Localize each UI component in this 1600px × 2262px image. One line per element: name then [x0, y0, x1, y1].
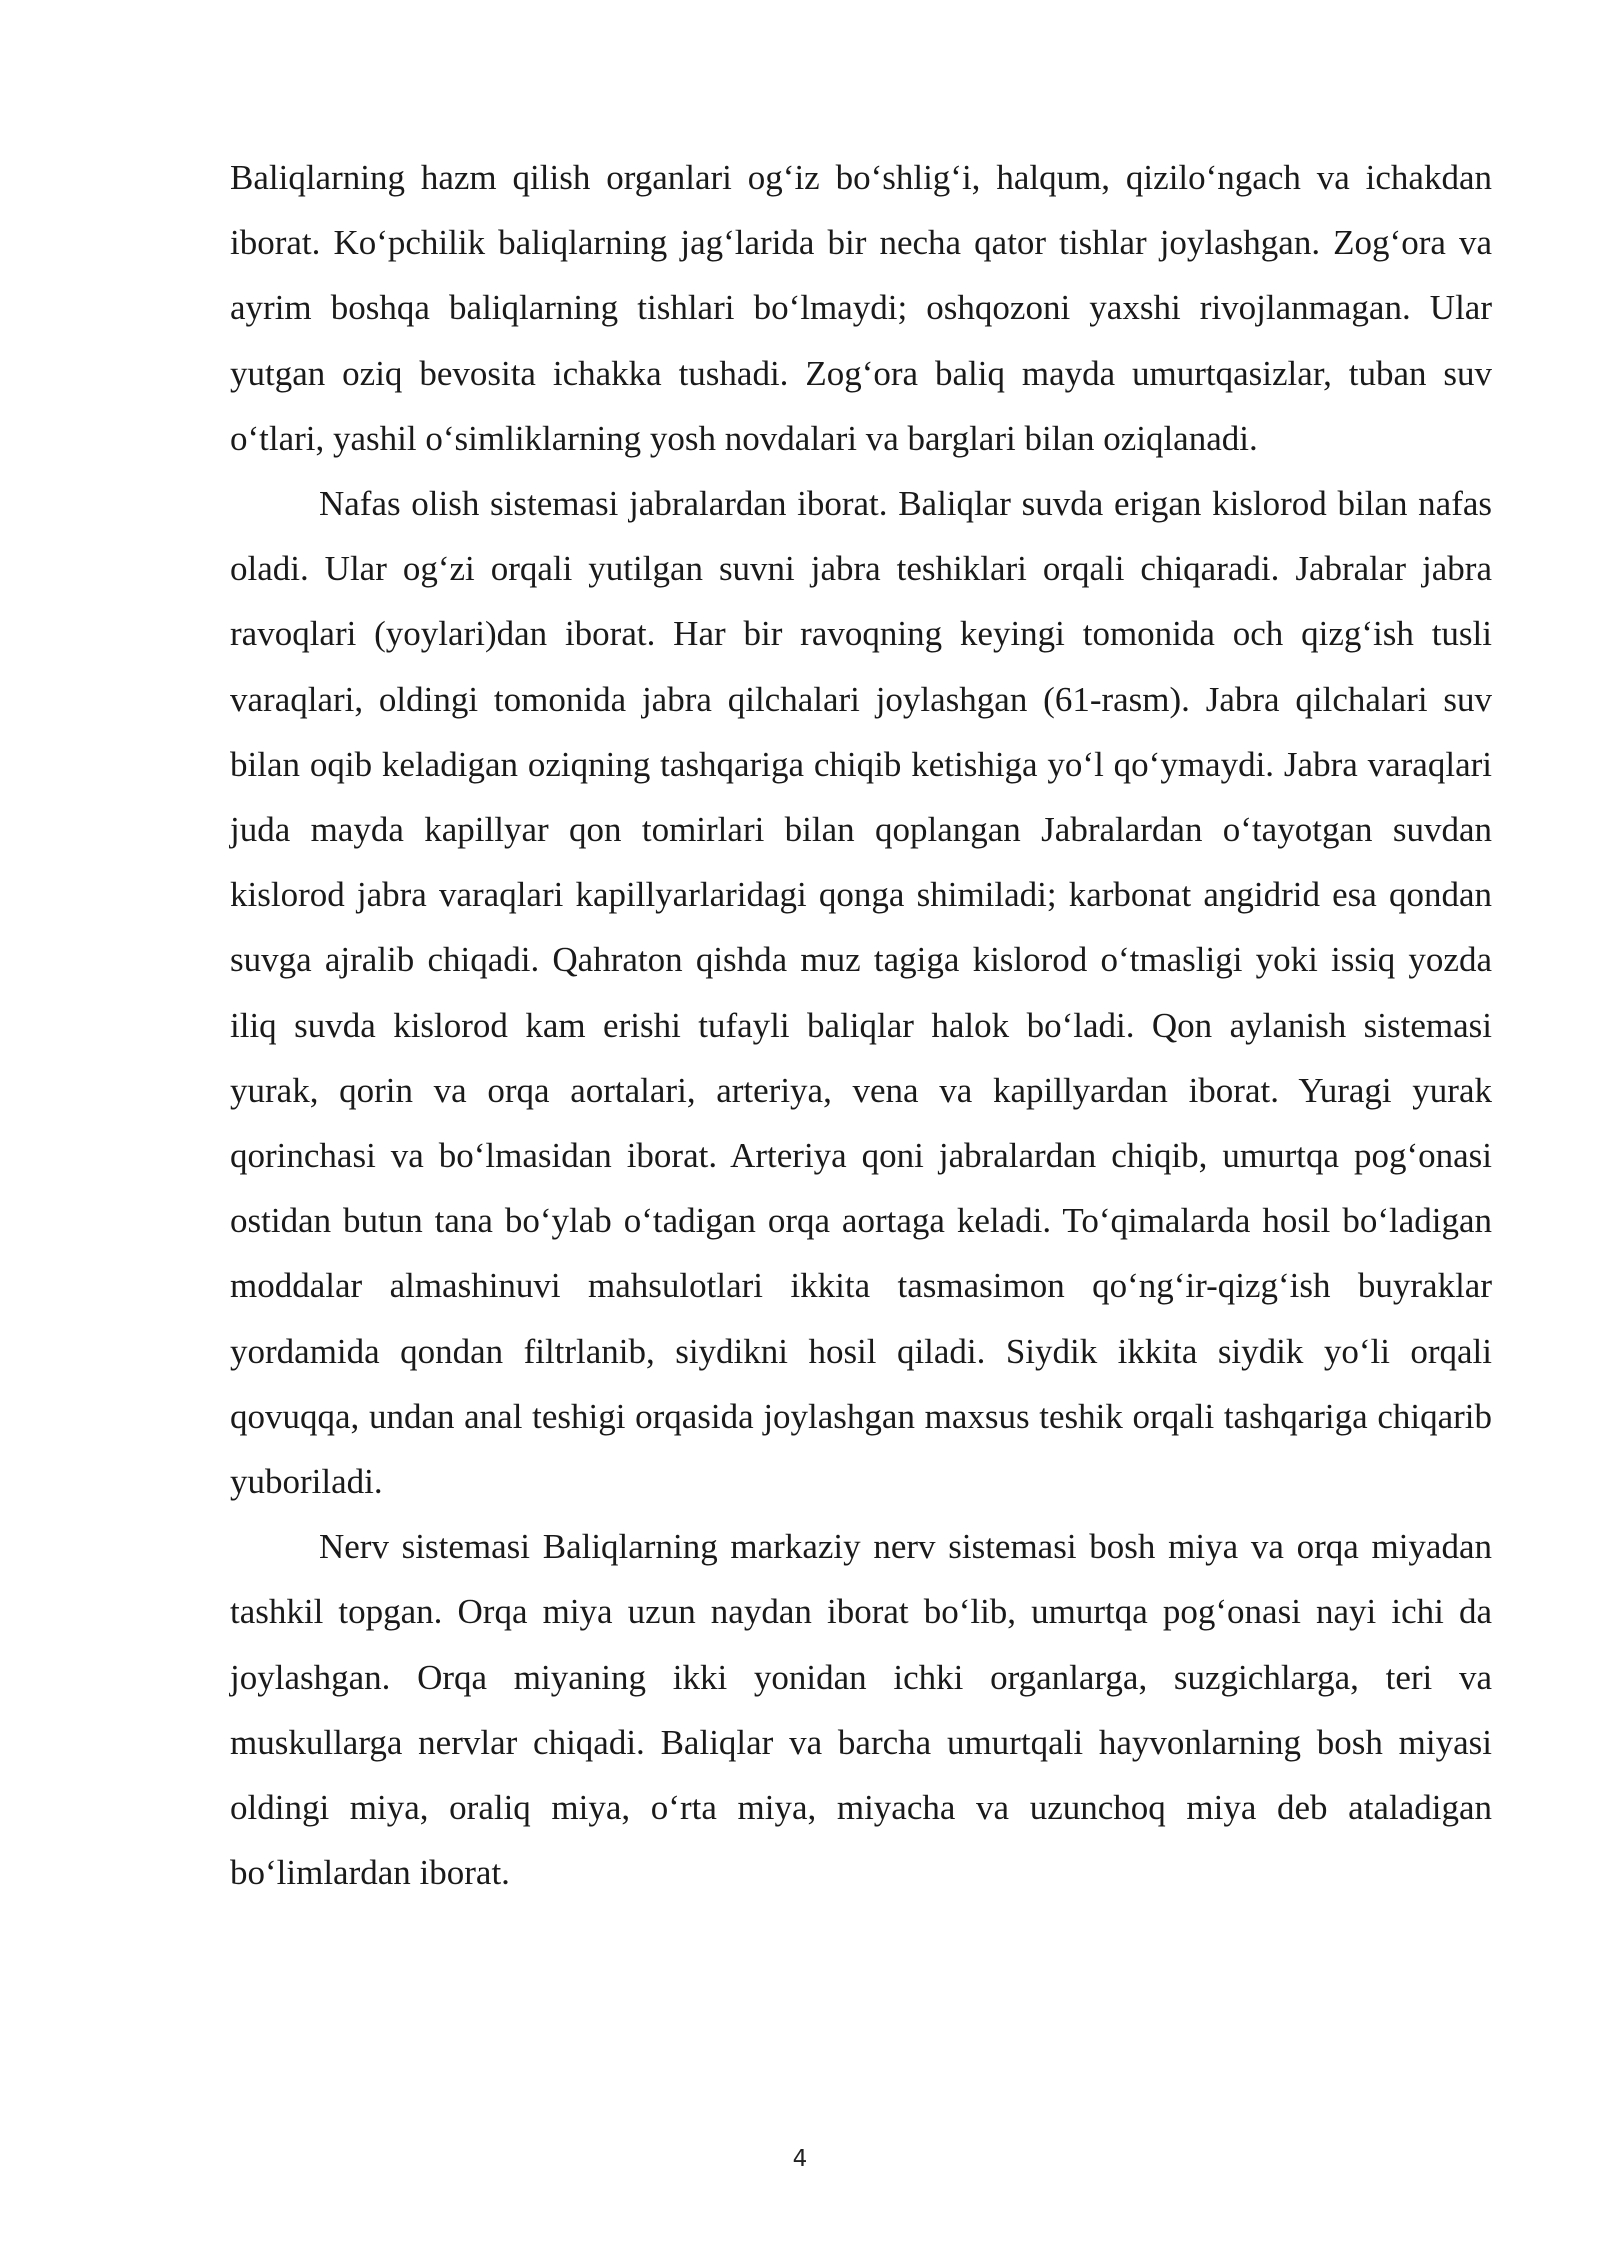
paragraph-digestive-system: Baliqlarning hazm qilish organlari og‘iz bo‘shlig‘i, halqum, qizilo‘ngach va ichakdan iborat. Ko‘pchilik baliqlarning jag‘larida bir necha qator tishlar joylashgan. Zog‘ora va ayrim boshqa baliqlarning tishlari bo‘lmaydi; oshqozoni yaxshi rivojlanmagan. Ular yutgan oziq bevosita ichakka tushadi. Zog‘ora baliq mayda umurtqasizlar, tuban suv o‘tlari, yashil o‘simliklarning yosh novdalari va barglari bilan oziqlanadi.	[230, 158, 1492, 458]
body-text	[230, 145, 1492, 1905]
paragraph-respiratory-system: Nafas olish sistemasi jabralardan iborat. Baliqlar suvda erigan kislorod bilan nafas oladi. Ular og‘zi orqali yutilgan suvni jabra teshiklari orqali chiqaradi. Jabralar jabra ravoqlari (yoylari)dan iborat. Har bir ravoqning keyingi tomonida och qizg‘ish tusli varaqlari, oldingi tomonida jabra qilchalari joylashgan (61-rasm). Jabra qilchalari suv bilan oqib keladigan oziqning tashqariga chiqib ketishiga yo‘l qo‘ymaydi. Jabra varaqlari juda mayda kapillyar qon tomirlari bilan qoplangan Jabralardan o‘tayotgan suvdan kislorod jabra varaqlari kapillyarlaridagi qonga shimiladi; karbonat angidrid esa qondan suvga ajralib chiqadi. Qahraton qishda muz tagiga kislorod o‘tmasligi yoki issiq yozda iliq suvda kislorod kam erishi tufayli baliqlar halok bo‘ladi. Qon aylanish sistemasi yurak, qorin va orqa aortalari, arteriya, vena va kapillyardan iborat. Yuragi yurak qorinchasi va bo‘lmasidan iborat. Arteriya qoni jabralardan chiqib, umurtqa pog‘onasi ostidan butun tana bo‘ylab o‘tadigan orqa aortaga keladi. To‘qimalarda hosil bo‘ladigan moddalar almashinuvi mahsulotlari ikkita tasmasimon qo‘ng‘ir-qizg‘ish buyraklar yordamida qondan filtrlanib, siydikni hosil qiladi. Siydik ikkita siydik yo‘li orqali qovuqqa, undan anal teshigi orqasida joylashgan maxsus teshik orqali tashqariga chiqarib yuboriladi.	[230, 484, 1492, 1502]
page-number: 4	[792, 2146, 808, 2172]
paragraph-nervous-system: Nerv sistemasi Baliqlarning markaziy nerv sistemasi bosh miya va orqa miyadan tashkil topgan. Orqa miya uzun naydan iborat bo‘lib, umurtqa pog‘onasi nayi ichi da joylashgan. Orqa miyaning ikki yonidan ichki organlarga, suzgichlarga, teri va muskullarga nervlar chiqadi. Baliqlar va barcha umurtqali hayvonlarning bosh miyasi oldingi miya, oraliq miya, o‘rta miya, miyacha va uzunchoq miya deb ataladigan bo‘limlardan iborat.	[230, 1527, 1492, 1893]
